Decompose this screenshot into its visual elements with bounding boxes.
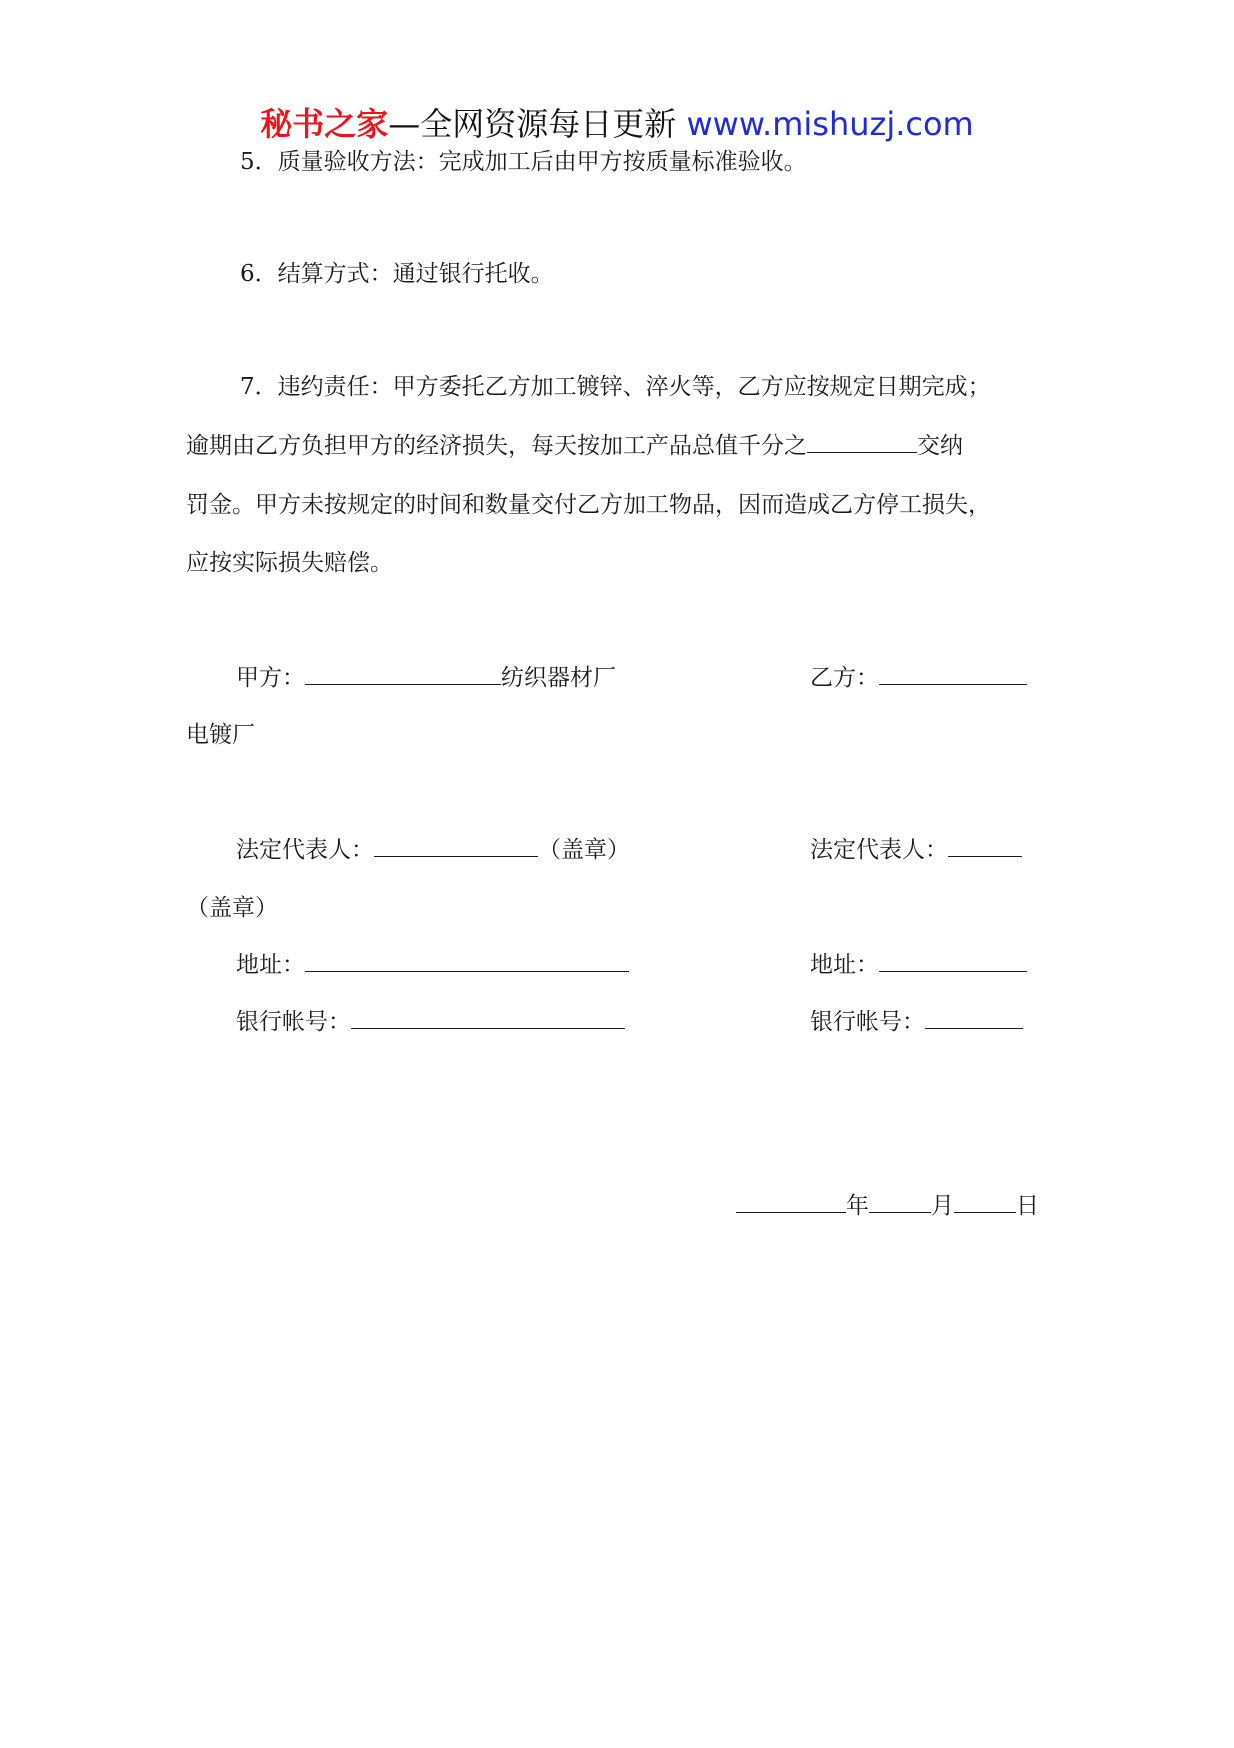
- clause-7-line-1: 7．违约责任：甲方委托乙方加工镀锌、淬火等，乙方应按规定日期完成；: [240, 374, 991, 400]
- party-a-suffix: 纺织器材厂: [501, 665, 616, 691]
- rep-b-blank: [948, 834, 1022, 857]
- penalty-rate-blank: [807, 430, 917, 453]
- rep-a-line: [236, 834, 630, 866]
- party-b-blank: [879, 662, 1027, 685]
- clause-7-line-3: 罚金。甲方未按规定的时间和数量交付乙方加工物品，因而造成乙方停工损失，: [186, 492, 991, 518]
- clause-7-line-2-tail: 交纳: [917, 433, 963, 459]
- rep-a-blank: [374, 834, 538, 857]
- addr-a-blank: [305, 949, 629, 972]
- party-b-suffix: 电镀厂: [186, 722, 255, 748]
- bank-a-line: [236, 1006, 625, 1038]
- party-a-line: [236, 662, 616, 694]
- rep-a-seal: （盖章）: [538, 837, 630, 863]
- clause-7-line-2-text: 逾期由乙方负担甲方的经济损失，每天按加工产品总值千分之: [186, 433, 807, 459]
- clause-7-line-2: [186, 430, 963, 462]
- clause-7-line-4: 应按实际损失赔偿。: [186, 550, 393, 576]
- party-b-label: 乙方：: [810, 665, 879, 691]
- addr-b-blank: [879, 949, 1027, 972]
- date-day-blank: [954, 1190, 1016, 1213]
- site-watermark: [0, 102, 1234, 146]
- bank-a-blank: [351, 1006, 625, 1029]
- bank-b-label: 银行帐号：: [810, 1009, 925, 1035]
- clause-5: 5．质量验收方法：完成加工后由甲方按质量标准验收。: [240, 149, 807, 175]
- watermark-slogan: —全网资源每日更新: [388, 105, 677, 143]
- clause-6: 6．结算方式：通过银行托收。: [240, 261, 554, 287]
- date-line: [736, 1190, 1039, 1222]
- bank-b-blank: [925, 1006, 1023, 1029]
- rep-b-line: [810, 834, 1022, 866]
- addr-a-line: [236, 949, 629, 981]
- party-a-blank: [305, 662, 501, 685]
- date-day-label: 日: [1016, 1193, 1039, 1219]
- addr-b-label: 地址：: [810, 952, 879, 978]
- watermark-url: www.mishuzj.com: [686, 105, 974, 143]
- date-month-label: 月: [931, 1193, 954, 1219]
- date-year-blank: [736, 1190, 846, 1213]
- watermark-brand: 秘书之家: [260, 105, 389, 143]
- rep-b-seal: （盖章）: [186, 895, 278, 921]
- rep-a-label: 法定代表人：: [236, 837, 374, 863]
- rep-b-label: 法定代表人：: [810, 837, 948, 863]
- date-month-blank: [869, 1190, 931, 1213]
- party-b-line: [810, 662, 1027, 694]
- bank-b-line: [810, 1006, 1023, 1038]
- party-a-label: 甲方：: [236, 665, 305, 691]
- addr-b-line: [810, 949, 1027, 981]
- addr-a-label: 地址：: [236, 952, 305, 978]
- bank-a-label: 银行帐号：: [236, 1009, 351, 1035]
- date-year-label: 年: [846, 1193, 869, 1219]
